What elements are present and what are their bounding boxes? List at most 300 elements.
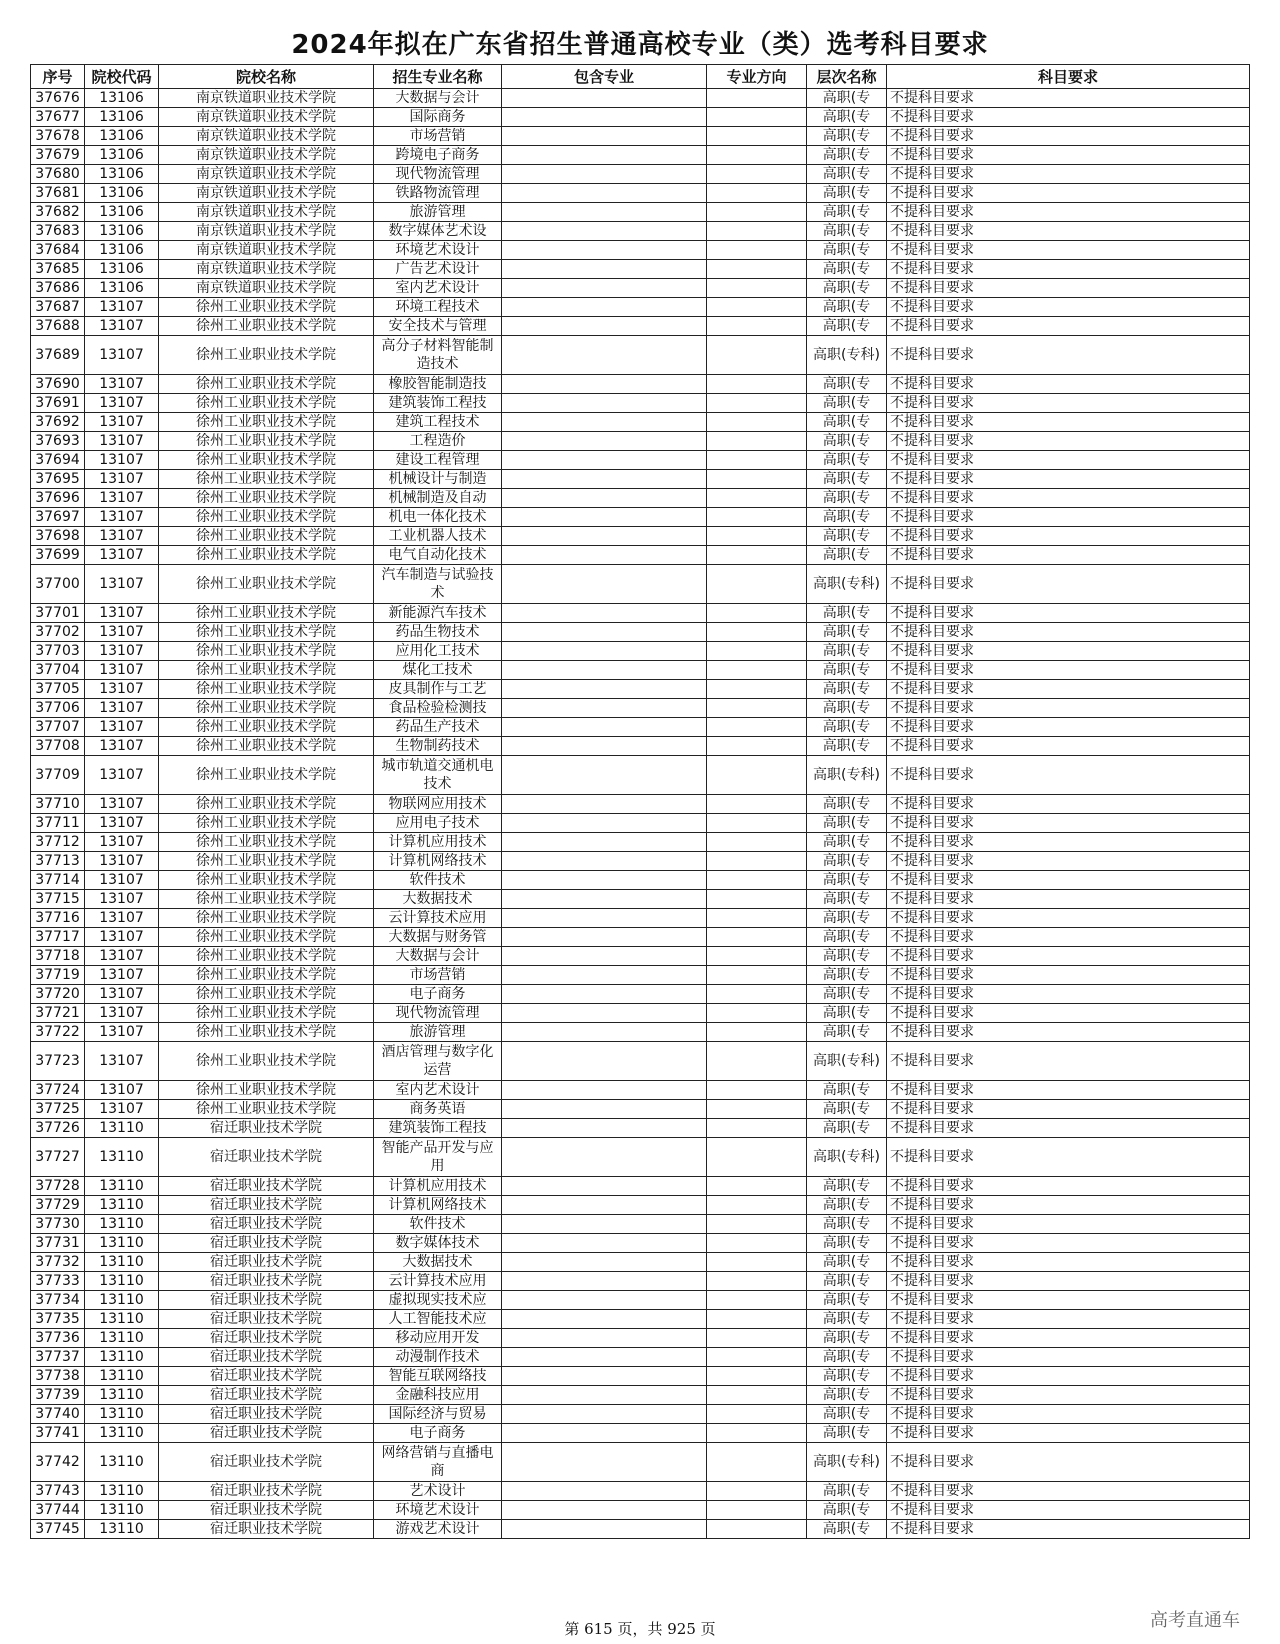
cell-major-name: 铁路物流管理 <box>374 184 502 203</box>
cell-level: 高职(专 <box>807 604 887 623</box>
cell-school-code: 13107 <box>85 1100 159 1119</box>
cell-school-code: 13110 <box>85 1310 159 1329</box>
cell-major-direction <box>707 833 807 852</box>
cell-included-majors <box>502 1443 707 1482</box>
cell-major-direction <box>707 718 807 737</box>
cell-major-name: 数字媒体技术 <box>374 1234 502 1253</box>
cell-major-name: 药品生物技术 <box>374 623 502 642</box>
cell-major-name: 现代物流管理 <box>374 165 502 184</box>
page-footer: 第 615 页，共 925 页 <box>564 1620 716 1638</box>
cell-major-direction <box>707 1023 807 1042</box>
cell-seq: 37693 <box>31 432 85 451</box>
cell-school-name: 徐州工业职业技术学院 <box>159 737 374 756</box>
cell-seq: 37716 <box>31 909 85 928</box>
cell-included-majors <box>502 165 707 184</box>
table-row <box>31 1291 1250 1310</box>
cell-subject-req: 不提科目要求 <box>887 699 1250 718</box>
cell-seq: 37720 <box>31 985 85 1004</box>
cell-school-code: 13110 <box>85 1520 159 1539</box>
cell-major-name: 软件技术 <box>374 871 502 890</box>
cell-included-majors <box>502 928 707 947</box>
cell-school-code: 13106 <box>85 260 159 279</box>
cell-major-name: 城市轨道交通机电技术 <box>374 756 502 795</box>
cell-level: 高职(专 <box>807 1367 887 1386</box>
table-row <box>31 1329 1250 1348</box>
cell-major-name: 新能源汽车技术 <box>374 604 502 623</box>
cell-level: 高职(专 <box>807 432 887 451</box>
cell-subject-req: 不提科目要求 <box>887 1329 1250 1348</box>
cell-included-majors <box>502 260 707 279</box>
cell-school-name: 宿迁职业技术学院 <box>159 1119 374 1138</box>
table-row <box>31 1405 1250 1424</box>
cell-major-name: 建筑装饰工程技 <box>374 1119 502 1138</box>
cell-school-name: 宿迁职业技术学院 <box>159 1348 374 1367</box>
cell-level: 高职(专科) <box>807 1443 887 1482</box>
cell-level: 高职(专 <box>807 1386 887 1405</box>
cell-subject-req: 不提科目要求 <box>887 1291 1250 1310</box>
cell-subject-req: 不提科目要求 <box>887 1042 1250 1081</box>
cell-seq: 37744 <box>31 1501 85 1520</box>
cell-level: 高职(专 <box>807 680 887 699</box>
cell-major-direction <box>707 1310 807 1329</box>
table-row <box>31 1100 1250 1119</box>
table-row <box>31 451 1250 470</box>
table-row <box>31 1520 1250 1539</box>
cell-subject-req: 不提科目要求 <box>887 680 1250 699</box>
cell-major-direction <box>707 1215 807 1234</box>
cell-included-majors <box>502 1329 707 1348</box>
cell-school-code: 13107 <box>85 737 159 756</box>
table-row <box>31 1023 1250 1042</box>
cell-school-code: 13110 <box>85 1177 159 1196</box>
cell-major-direction <box>707 1138 807 1177</box>
cell-school-name: 徐州工业职业技术学院 <box>159 432 374 451</box>
cell-seq: 37741 <box>31 1424 85 1443</box>
cell-major-name: 机械制造及自动 <box>374 489 502 508</box>
cell-major-name: 软件技术 <box>374 1215 502 1234</box>
cell-subject-req: 不提科目要求 <box>887 1443 1250 1482</box>
cell-major-direction <box>707 375 807 394</box>
cell-major-name: 建筑工程技术 <box>374 413 502 432</box>
cell-major-name: 建筑装饰工程技 <box>374 394 502 413</box>
cell-school-code: 13107 <box>85 1081 159 1100</box>
cell-seq: 37683 <box>31 222 85 241</box>
cell-school-code: 13106 <box>85 184 159 203</box>
cell-school-name: 宿迁职业技术学院 <box>159 1234 374 1253</box>
cell-subject-req: 不提科目要求 <box>887 623 1250 642</box>
cell-level: 高职(专 <box>807 833 887 852</box>
cell-major-name: 安全技术与管理 <box>374 317 502 336</box>
header-included-majors: 包含专业 <box>502 65 707 89</box>
cell-included-majors <box>502 680 707 699</box>
cell-major-name: 环境工程技术 <box>374 298 502 317</box>
cell-seq: 37738 <box>31 1367 85 1386</box>
cell-included-majors <box>502 1424 707 1443</box>
cell-subject-req: 不提科目要求 <box>887 1081 1250 1100</box>
cell-major-name: 计算机网络技术 <box>374 852 502 871</box>
cell-subject-req: 不提科目要求 <box>887 1119 1250 1138</box>
table-row <box>31 203 1250 222</box>
cell-subject-req: 不提科目要求 <box>887 165 1250 184</box>
cell-subject-req: 不提科目要求 <box>887 394 1250 413</box>
table-row <box>31 966 1250 985</box>
cell-school-code: 13106 <box>85 241 159 260</box>
cell-major-name: 大数据与会计 <box>374 89 502 108</box>
table-row <box>31 661 1250 680</box>
table-row <box>31 1424 1250 1443</box>
cell-included-majors <box>502 623 707 642</box>
cell-included-majors <box>502 413 707 432</box>
cell-major-direction <box>707 1042 807 1081</box>
cell-seq: 37712 <box>31 833 85 852</box>
cell-subject-req: 不提科目要求 <box>887 489 1250 508</box>
cell-school-name: 南京铁道职业技术学院 <box>159 165 374 184</box>
cell-level: 高职(专 <box>807 718 887 737</box>
cell-major-direction <box>707 413 807 432</box>
requirements-table-wrapper <box>30 64 1249 1539</box>
cell-major-name: 数字媒体艺术设 <box>374 222 502 241</box>
cell-school-code: 13107 <box>85 394 159 413</box>
cell-major-direction <box>707 623 807 642</box>
cell-school-name: 宿迁职业技术学院 <box>159 1520 374 1539</box>
cell-seq: 37725 <box>31 1100 85 1119</box>
cell-included-majors <box>502 1215 707 1234</box>
cell-seq: 37745 <box>31 1520 85 1539</box>
cell-subject-req: 不提科目要求 <box>887 1310 1250 1329</box>
cell-school-code: 13110 <box>85 1386 159 1405</box>
cell-subject-req: 不提科目要求 <box>887 375 1250 394</box>
table-row <box>31 871 1250 890</box>
table-row <box>31 165 1250 184</box>
cell-major-name: 国际经济与贸易 <box>374 1405 502 1424</box>
table-row <box>31 1081 1250 1100</box>
cell-level: 高职(专 <box>807 1196 887 1215</box>
cell-seq: 37689 <box>31 336 85 375</box>
cell-school-name: 南京铁道职业技术学院 <box>159 127 374 146</box>
cell-major-direction <box>707 604 807 623</box>
cell-major-name: 国际商务 <box>374 108 502 127</box>
cell-seq: 37707 <box>31 718 85 737</box>
cell-level: 高职(专 <box>807 184 887 203</box>
cell-seq: 37692 <box>31 413 85 432</box>
cell-level: 高职(专 <box>807 1482 887 1501</box>
cell-included-majors <box>502 222 707 241</box>
cell-major-name: 市场营销 <box>374 966 502 985</box>
cell-school-name: 宿迁职业技术学院 <box>159 1443 374 1482</box>
cell-major-direction <box>707 661 807 680</box>
cell-included-majors <box>502 661 707 680</box>
cell-seq: 37677 <box>31 108 85 127</box>
cell-level: 高职(专 <box>807 1215 887 1234</box>
cell-seq: 37714 <box>31 871 85 890</box>
cell-major-direction <box>707 871 807 890</box>
cell-included-majors <box>502 1291 707 1310</box>
cell-major-name: 金融科技应用 <box>374 1386 502 1405</box>
cell-level: 高职(专 <box>807 871 887 890</box>
cell-level: 高职(专 <box>807 298 887 317</box>
cell-major-direction <box>707 1424 807 1443</box>
cell-major-direction <box>707 1329 807 1348</box>
cell-subject-req: 不提科目要求 <box>887 546 1250 565</box>
cell-seq: 37713 <box>31 852 85 871</box>
cell-subject-req: 不提科目要求 <box>887 222 1250 241</box>
cell-level: 高职(专 <box>807 146 887 165</box>
cell-included-majors <box>502 1310 707 1329</box>
cell-major-direction <box>707 1177 807 1196</box>
cell-subject-req: 不提科目要求 <box>887 1023 1250 1042</box>
cell-subject-req: 不提科目要求 <box>887 814 1250 833</box>
cell-school-name: 徐州工业职业技术学院 <box>159 298 374 317</box>
cell-subject-req: 不提科目要求 <box>887 1367 1250 1386</box>
cell-included-majors <box>502 947 707 966</box>
cell-school-name: 宿迁职业技术学院 <box>159 1405 374 1424</box>
cell-level: 高职(专 <box>807 489 887 508</box>
table-row <box>31 184 1250 203</box>
cell-seq: 37676 <box>31 89 85 108</box>
cell-major-direction <box>707 241 807 260</box>
cell-subject-req: 不提科目要求 <box>887 127 1250 146</box>
cell-school-name: 宿迁职业技术学院 <box>159 1215 374 1234</box>
cell-subject-req: 不提科目要求 <box>887 909 1250 928</box>
header-seq: 序号 <box>31 65 85 89</box>
cell-major-direction <box>707 222 807 241</box>
cell-level: 高职(专 <box>807 985 887 1004</box>
cell-major-direction <box>707 1081 807 1100</box>
cell-level: 高职(专科) <box>807 756 887 795</box>
cell-major-direction <box>707 1405 807 1424</box>
cell-school-name: 徐州工业职业技术学院 <box>159 1023 374 1042</box>
table-row <box>31 1501 1250 1520</box>
cell-seq: 37684 <box>31 241 85 260</box>
cell-school-code: 13107 <box>85 451 159 470</box>
table-row <box>31 795 1250 814</box>
cell-school-code: 13110 <box>85 1367 159 1386</box>
cell-level: 高职(专 <box>807 1424 887 1443</box>
cell-subject-req: 不提科目要求 <box>887 737 1250 756</box>
cell-seq: 37727 <box>31 1138 85 1177</box>
cell-included-majors <box>502 1482 707 1501</box>
cell-level: 高职(专 <box>807 546 887 565</box>
cell-seq: 37708 <box>31 737 85 756</box>
cell-subject-req: 不提科目要求 <box>887 1386 1250 1405</box>
cell-school-code: 13107 <box>85 336 159 375</box>
cell-school-name: 宿迁职业技术学院 <box>159 1367 374 1386</box>
cell-seq: 37705 <box>31 680 85 699</box>
cell-major-direction <box>707 1348 807 1367</box>
cell-school-code: 13106 <box>85 146 159 165</box>
cell-level: 高职(专 <box>807 1023 887 1042</box>
cell-included-majors <box>502 699 707 718</box>
cell-school-name: 徐州工业职业技术学院 <box>159 375 374 394</box>
table-row <box>31 928 1250 947</box>
table-row <box>31 317 1250 336</box>
table-row <box>31 1004 1250 1023</box>
cell-school-code: 13107 <box>85 317 159 336</box>
cell-included-majors <box>502 1386 707 1405</box>
cell-school-code: 13107 <box>85 1004 159 1023</box>
cell-school-name: 宿迁职业技术学院 <box>159 1424 374 1443</box>
cell-seq: 37687 <box>31 298 85 317</box>
cell-major-name: 艺术设计 <box>374 1482 502 1501</box>
cell-school-name: 徐州工业职业技术学院 <box>159 394 374 413</box>
cell-included-majors <box>502 718 707 737</box>
cell-school-name: 徐州工业职业技术学院 <box>159 833 374 852</box>
cell-subject-req: 不提科目要求 <box>887 89 1250 108</box>
table-row <box>31 432 1250 451</box>
table-row <box>31 985 1250 1004</box>
cell-major-name: 广告艺术设计 <box>374 260 502 279</box>
cell-major-name: 酒店管理与数字化运营 <box>374 1042 502 1081</box>
cell-school-name: 徐州工业职业技术学院 <box>159 756 374 795</box>
cell-included-majors <box>502 184 707 203</box>
cell-subject-req: 不提科目要求 <box>887 1405 1250 1424</box>
table-row <box>31 1138 1250 1177</box>
cell-level: 高职(专 <box>807 222 887 241</box>
cell-seq: 37719 <box>31 966 85 985</box>
cell-major-direction <box>707 966 807 985</box>
cell-major-direction <box>707 1367 807 1386</box>
cell-subject-req: 不提科目要求 <box>887 184 1250 203</box>
cell-level: 高职(专 <box>807 317 887 336</box>
cell-major-name: 游戏艺术设计 <box>374 1520 502 1539</box>
table-row <box>31 298 1250 317</box>
cell-subject-req: 不提科目要求 <box>887 336 1250 375</box>
cell-subject-req: 不提科目要求 <box>887 928 1250 947</box>
cell-level: 高职(专 <box>807 451 887 470</box>
table-row <box>31 623 1250 642</box>
cell-included-majors <box>502 546 707 565</box>
cell-major-name: 旅游管理 <box>374 203 502 222</box>
header-subject-req: 科目要求 <box>887 65 1250 89</box>
cell-subject-req: 不提科目要求 <box>887 413 1250 432</box>
cell-seq: 37710 <box>31 795 85 814</box>
cell-school-code: 13107 <box>85 432 159 451</box>
cell-school-code: 13107 <box>85 718 159 737</box>
cell-school-code: 13107 <box>85 470 159 489</box>
cell-subject-req: 不提科目要求 <box>887 1215 1250 1234</box>
table-row <box>31 909 1250 928</box>
cell-school-name: 徐州工业职业技术学院 <box>159 1042 374 1081</box>
cell-school-code: 13106 <box>85 222 159 241</box>
cell-school-code: 13106 <box>85 127 159 146</box>
cell-included-majors <box>502 604 707 623</box>
cell-included-majors <box>502 1100 707 1119</box>
table-body <box>31 89 1250 1539</box>
table-row <box>31 1119 1250 1138</box>
cell-level: 高职(专 <box>807 1100 887 1119</box>
table-row <box>31 108 1250 127</box>
cell-major-name: 工业机器人技术 <box>374 527 502 546</box>
cell-major-direction <box>707 814 807 833</box>
cell-major-direction <box>707 260 807 279</box>
cell-subject-req: 不提科目要求 <box>887 985 1250 1004</box>
cell-major-direction <box>707 1386 807 1405</box>
cell-school-code: 13110 <box>85 1424 159 1443</box>
cell-major-direction <box>707 1234 807 1253</box>
cell-included-majors <box>502 317 707 336</box>
table-row <box>31 260 1250 279</box>
cell-school-name: 徐州工业职业技术学院 <box>159 508 374 527</box>
cell-seq: 37717 <box>31 928 85 947</box>
cell-subject-req: 不提科目要求 <box>887 1482 1250 1501</box>
cell-seq: 37681 <box>31 184 85 203</box>
cell-level: 高职(专 <box>807 928 887 947</box>
cell-school-code: 13107 <box>85 661 159 680</box>
cell-included-majors <box>502 489 707 508</box>
cell-subject-req: 不提科目要求 <box>887 470 1250 489</box>
header-major-name: 招生专业名称 <box>374 65 502 89</box>
cell-major-name: 建设工程管理 <box>374 451 502 470</box>
table-row <box>31 680 1250 699</box>
cell-school-code: 13107 <box>85 1042 159 1081</box>
cell-seq: 37700 <box>31 565 85 604</box>
cell-included-majors <box>502 795 707 814</box>
cell-level: 高职(专 <box>807 1405 887 1424</box>
cell-school-code: 13107 <box>85 546 159 565</box>
cell-level: 高职(专科) <box>807 1138 887 1177</box>
table-row <box>31 699 1250 718</box>
cell-major-name: 室内艺术设计 <box>374 279 502 298</box>
cell-seq: 37699 <box>31 546 85 565</box>
cell-level: 高职(专 <box>807 1272 887 1291</box>
cell-school-code: 13107 <box>85 565 159 604</box>
cell-seq: 37702 <box>31 623 85 642</box>
table-row <box>31 1386 1250 1405</box>
cell-level: 高职(专 <box>807 1520 887 1539</box>
cell-school-name: 宿迁职业技术学院 <box>159 1310 374 1329</box>
cell-major-direction <box>707 947 807 966</box>
cell-school-code: 13110 <box>85 1196 159 1215</box>
cell-seq: 37709 <box>31 756 85 795</box>
table-row <box>31 127 1250 146</box>
cell-level: 高职(专 <box>807 165 887 184</box>
cell-seq: 37711 <box>31 814 85 833</box>
cell-school-code: 13110 <box>85 1482 159 1501</box>
cell-school-code: 13107 <box>85 928 159 947</box>
cell-included-majors <box>502 394 707 413</box>
cell-seq: 37737 <box>31 1348 85 1367</box>
cell-level: 高职(专 <box>807 108 887 127</box>
cell-school-code: 13107 <box>85 642 159 661</box>
cell-major-direction <box>707 680 807 699</box>
cell-major-name: 移动应用开发 <box>374 1329 502 1348</box>
cell-school-name: 南京铁道职业技术学院 <box>159 184 374 203</box>
table-header-row <box>31 65 1250 89</box>
table-row <box>31 947 1250 966</box>
cell-level: 高职(专科) <box>807 565 887 604</box>
cell-included-majors <box>502 1272 707 1291</box>
cell-included-majors <box>502 737 707 756</box>
table-row <box>31 1253 1250 1272</box>
cell-level: 高职(专科) <box>807 1042 887 1081</box>
cell-major-direction <box>707 1501 807 1520</box>
cell-school-code: 13107 <box>85 814 159 833</box>
cell-school-name: 宿迁职业技术学院 <box>159 1253 374 1272</box>
cell-subject-req: 不提科目要求 <box>887 451 1250 470</box>
cell-school-name: 徐州工业职业技术学院 <box>159 565 374 604</box>
table-row <box>31 146 1250 165</box>
cell-subject-req: 不提科目要求 <box>887 1501 1250 1520</box>
cell-level: 高职(专 <box>807 1234 887 1253</box>
cell-school-code: 13107 <box>85 1023 159 1042</box>
cell-level: 高职(专 <box>807 241 887 260</box>
cell-school-name: 徐州工业职业技术学院 <box>159 795 374 814</box>
table-row <box>31 89 1250 108</box>
cell-subject-req: 不提科目要求 <box>887 1004 1250 1023</box>
cell-school-name: 宿迁职业技术学院 <box>159 1272 374 1291</box>
table-row <box>31 1215 1250 1234</box>
cell-major-direction <box>707 451 807 470</box>
